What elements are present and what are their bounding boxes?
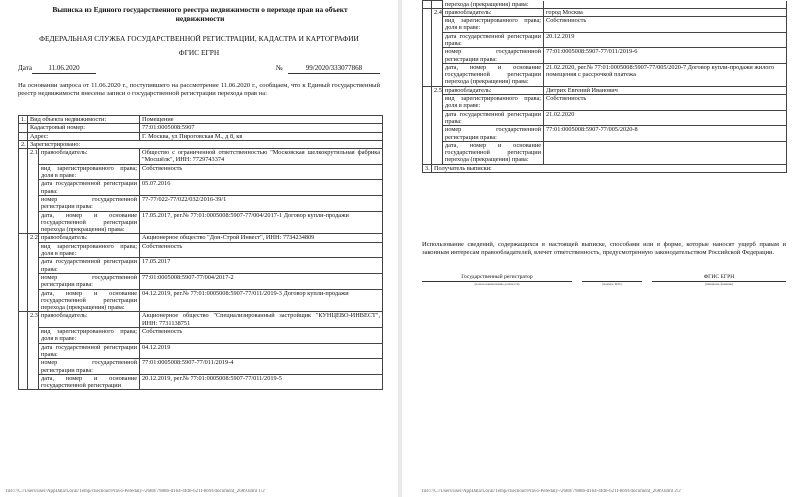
entry-index: 2.5 <box>432 86 443 164</box>
row-label: Адрес: <box>28 132 140 140</box>
signature-system <box>652 274 786 286</box>
reg-date-value: 05.07.2016 <box>140 180 383 196</box>
entry-holder-row <box>19 312 383 328</box>
entry-row <box>19 343 383 359</box>
entry-row <box>423 110 787 126</box>
entry-row <box>19 180 383 196</box>
date-value: 11.06.2020 <box>32 64 96 74</box>
legal-warning: Использование сведений, содержащихся в настоящей выписке, способами или в форме, которые наносят ущерб правам и законным интересам правообладателей, влечет ответственность, предусмотренную законодательством Российской Федерации. <box>422 241 786 256</box>
agency-name: ФЕДЕРАЛЬНАЯ СЛУЖБА ГОСУДАРСТВЕННОЙ РЕГИСТРАЦИИ, КАДАСТРА И КАРТОГРАФИИ <box>39 34 359 43</box>
entry-row <box>19 258 383 274</box>
reg-number-value: 77:01:0005008:5907-77/011/2019-6 <box>544 48 787 64</box>
reg-number-label: номер государственной регистрации права: <box>39 273 140 289</box>
row-index: 2. <box>19 140 28 148</box>
entry-index: 2.2 <box>28 234 39 312</box>
reg-number-value: 77:01:0005008:5907-77/004/2017-2 <box>140 273 383 289</box>
right-kind-value: Собственность <box>544 17 787 33</box>
row-label: Вид объекта недвижимости: <box>28 116 140 124</box>
document-title: Выписка из Единого государственного реестра недвижимости о переходе прав на объект недвижимости <box>52 5 348 23</box>
row-index: 3. <box>423 164 432 172</box>
entry-row <box>423 63 787 86</box>
reg-number-value: 77-77/022-77/022/032/2016-39/1 <box>140 195 383 211</box>
reg-date-label: дата государственной регистрации права: <box>39 180 140 196</box>
number-label: № <box>276 64 283 72</box>
right-kind-label: вид зарегистрированного права; доля в праве: <box>39 164 140 180</box>
right-kind-value: Собственность <box>544 95 787 111</box>
basis-label: дата, номер и основание государственной регистрации <box>39 374 140 390</box>
system-signer: ФГИС ЕГРН <box>652 274 786 282</box>
basis-value: 17.05.2017, рег.№ 77:01:0005008:5907-77/004/2017-1 Договор купли-продажи <box>140 211 383 234</box>
entry-row <box>19 273 383 289</box>
reg-date-value: 04.12.2019 <box>140 343 383 359</box>
registry-table <box>18 115 383 390</box>
entry-row <box>423 48 787 64</box>
entry-row <box>423 17 787 33</box>
reg-date-label: дата государственной регистрации права: <box>443 32 544 48</box>
row-label: Кадастровый номер: <box>28 124 140 132</box>
sign-caption: (подпись, М.П.) <box>601 282 623 286</box>
holder-label: правообладатель: <box>39 149 140 165</box>
entry-row <box>19 359 383 375</box>
entry-row <box>19 328 383 344</box>
basis-label: дата, номер и основание государственной регистрации перехода (прекращения) права: <box>39 289 140 312</box>
reg-number-label: номер государственной регистрации права: <box>443 48 544 64</box>
row-label: Зарегистрировано: <box>28 140 383 148</box>
table-row <box>19 124 383 132</box>
signature-registrar <box>422 274 572 286</box>
file-url-footer: file:///C:/Users/user/AppData/Local/Temp/checkout/Pravo-Peredaty-/2688/7988b-d1b4-4fd6-b21f-8b9f/document_2689.html 1/2 <box>6 489 265 494</box>
reg-date-label: дата государственной регистрации права: <box>39 258 140 274</box>
basis-value <box>544 141 787 164</box>
entry-row <box>19 195 383 211</box>
row-label: Получатель выписки: <box>432 164 787 172</box>
entry-holder-row <box>423 8 787 16</box>
entry-row <box>19 164 383 180</box>
basis-label: дата, номер и основание государственной регистрации перехода (прекращения) права: <box>39 211 140 234</box>
basis-value: 20.12.2019, рег.№ 77:01:0005008:5907-77/011/2019-5 <box>140 374 383 390</box>
basis-value: 21.02.2020, рег.№ 77:01:0005008:5907-77/005/2020-7 Договор купли-продажи жилого помещения с рассрочкой платежа <box>544 63 787 86</box>
signature-sign <box>582 274 642 286</box>
right-kind-label: вид зарегистрированного права; доля в праве: <box>443 95 544 111</box>
right-kind-label: вид зарегистрированного права; доля в праве: <box>39 328 140 344</box>
reg-number-label: номер государственной регистрации права: <box>443 126 544 142</box>
entry-row <box>423 95 787 111</box>
entry-row <box>19 374 383 390</box>
document-page-2 <box>402 0 800 497</box>
table-row <box>19 140 383 148</box>
continued-label: перехода (прекращения) права: <box>443 1 544 9</box>
date-number-row <box>18 64 380 74</box>
reg-date-value: 21.02.2020 <box>544 110 787 126</box>
registry-table-continued <box>422 0 787 173</box>
table-row <box>19 132 383 140</box>
right-kind-value: Собственность <box>140 242 383 258</box>
row-index: 1. <box>19 116 28 124</box>
reg-date-label: дата государственной регистрации права: <box>443 110 544 126</box>
entry-row <box>19 242 383 258</box>
date-label: Дата <box>18 64 32 72</box>
holder-label: правообладатель: <box>443 8 544 16</box>
entry-row <box>423 126 787 142</box>
row-value: Помещение <box>140 116 383 124</box>
row-value: Г. Москва, ул Пироговская М., д 8, кв <box>140 132 383 140</box>
reg-date-value: 20.12.2019 <box>544 32 787 48</box>
system-caption: (инициалы, фамилия) <box>705 282 733 286</box>
right-kind-value: Собственность <box>140 164 383 180</box>
registrar-caption: (полное наименование должности) <box>474 282 520 286</box>
reg-date-label: дата государственной регистрации права: <box>39 343 140 359</box>
document-page-1 <box>0 0 398 497</box>
entry-row <box>423 141 787 164</box>
holder-value: Акционерное общество "Дон-Строй Инвест", ИНН: 7734234809 <box>140 234 383 242</box>
system-name: ФГИС ЕГРН <box>178 48 220 57</box>
basis-value: 04.12.2019, рег.№ 77:01:0005008:5907-77/011/2019-3 Договор купли-продажи <box>140 289 383 312</box>
holder-label: правообладатель: <box>39 234 140 242</box>
reg-number-value: 77:01:0005008:5907-77/005/2020-8 <box>544 126 787 142</box>
reg-number-label: номер государственной регистрации права: <box>39 195 140 211</box>
basis-label: дата, номер и основание государственной регистрации перехода (прекращения) права: <box>443 63 544 86</box>
entry-holder-row <box>19 234 383 242</box>
basis-label: дата, номер и основание государственной регистрации перехода (прекращения) права: <box>443 141 544 164</box>
holder-value: Дитрих Евгений Иванович <box>544 86 787 94</box>
entry-index: 2.1 <box>28 149 39 234</box>
reg-number-value: 77:01:0005008:5907-77/011/2019-4 <box>140 359 383 375</box>
entry-row <box>19 211 383 234</box>
entry-row <box>423 1 787 9</box>
intro-text: На основании запроса от 11.06.2020 г., поступившего на рассмотрение 11.06.2020 г., сообщаем, что к Единый государственный реестр недвижимости внесены записи о государственной регистрации перехода прав на: <box>18 82 380 97</box>
holder-value: Акционерное общество "Специализированный застройщик "КУНЦЕВО-ИНВЕСТ", ИНН: 7731138751 <box>140 312 383 328</box>
entry-holder-row <box>423 86 787 94</box>
holder-value: город Москва <box>544 8 787 16</box>
right-kind-label: вид зарегистрированного права; доля в праве: <box>39 242 140 258</box>
table-row <box>19 116 383 124</box>
right-kind-label: вид зарегистрированного права; доля в праве: <box>443 17 544 33</box>
right-kind-value: Собственность <box>140 328 383 344</box>
registrar-title: Государственный регистратор <box>422 274 572 282</box>
reg-date-value: 17.05.2017 <box>140 258 383 274</box>
number-value: 99/2020/333077868 <box>288 64 380 74</box>
reg-number-label: номер государственной регистрации права: <box>39 359 140 375</box>
file-url-footer: file:///C:/Users/user/AppData/Local/Temp/checkout/Pravo-Peredaty-/2688/7988b-d1b4-4fd6-b21f-8b9f/document_2689.html 2/2 <box>422 489 681 494</box>
entry-row <box>19 289 383 312</box>
holder-value: Общество с ограниченной ответственностью "Московская шелкокрутильная фабрика "Мосшёлк", ИНН: 7729743374 <box>140 149 383 165</box>
entry-holder-row <box>19 149 383 165</box>
holder-label: правообладатель: <box>443 86 544 94</box>
entry-index: 2.4 <box>432 8 443 86</box>
holder-label: правообладатель: <box>39 312 140 328</box>
table-row <box>423 164 787 172</box>
row-value: 77:01:0005008:5907 <box>140 124 383 132</box>
entry-index: 2.3 <box>28 312 39 390</box>
entry-row <box>423 32 787 48</box>
